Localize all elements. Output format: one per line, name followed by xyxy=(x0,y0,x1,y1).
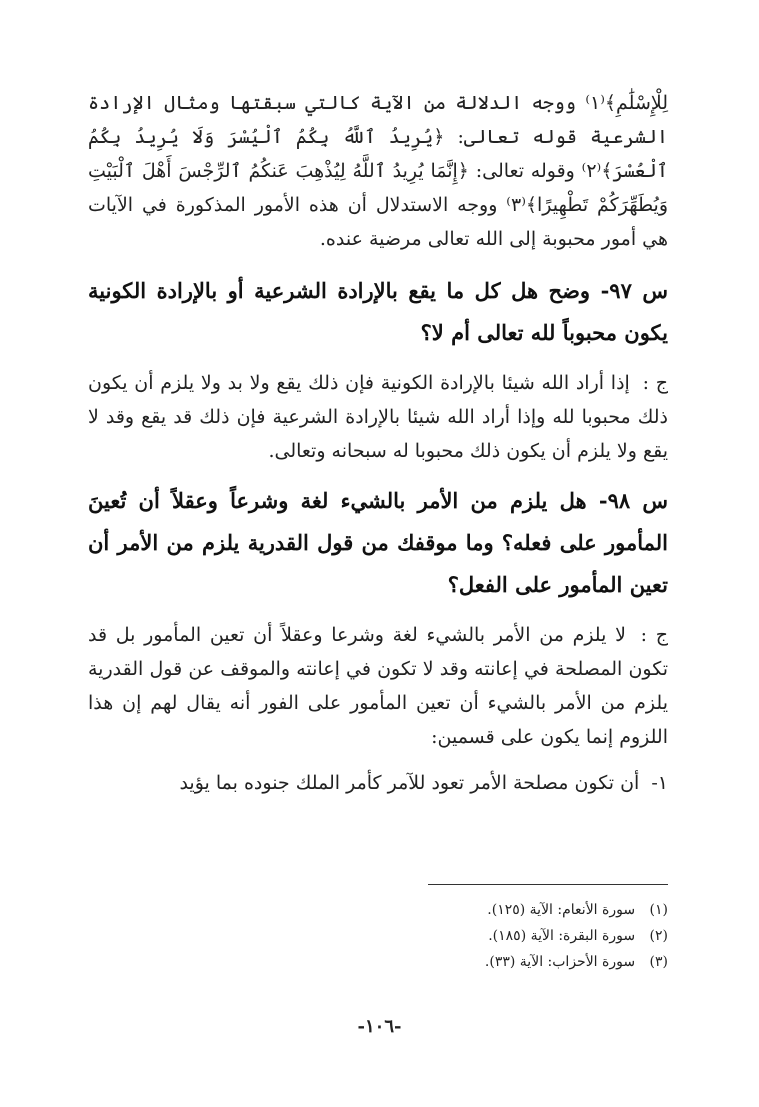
qa-block-97 xyxy=(88,270,668,468)
footnote xyxy=(88,897,668,923)
footnote-number: (٢) xyxy=(649,928,668,944)
answer-text: لا يلزم من الأمر بالشيء لغة وشرعا وعقلاً أن تعين المأمور بل قد تكون المصلحة في إعانته وقد لا تكون في إعانته والموقف عن قول القدرية يلزم من الأمر بالشيء أن تعين المأمور على الفور أنه يقال لهم إن هذا اللزوم إنما يكون على قسمين: xyxy=(88,624,668,748)
answer-label: ج : xyxy=(642,372,668,394)
answer-text: إذا أراد الله شيئا بالإرادة الكونية فإن ذلك يقع ولا بد ولا يلزم أن يكون ذلك محبوبا لله وإذا أراد الله شيئا بالإرادة الشرعية فإن ذلك قد يقع وقد لا يقع ولا يلزم أن يكون ذلك محبوبا له سبحانه وتعالى. xyxy=(88,372,668,462)
question-98: س ٩٨- هل يلزم من الأمر بالشيء لغة وشرعاً وعقلاً أن تُعينَ المأمور على فعله؟ وما موقفك من قول القدرية يلزم من الأمر أن تعين المأمور على الفعل؟ xyxy=(88,488,669,597)
list-item-text: أن تكون مصلحة الأمر تعود للآمر كأمر الملك جنوده بما يؤيد xyxy=(179,772,640,794)
footnotes xyxy=(88,884,668,975)
qa-block-98 xyxy=(88,480,668,754)
page-body xyxy=(88,86,668,800)
intro-paragraph: لِلْإِسْلَٰمِ﴾⁽١⁾ ووجه الدلالة من الآية كالتي سبقتها ومثال الإرادة الشرعية قوله تعالى: ﴿يُرِيدُ ٱللَّهُ بِكُمُ ٱلْيُسْرَ وَلَا يُرِيدُ بِكُمُ ٱلْعُسْرَ﴾⁽٢⁾ وقوله تعالى: ﴿إِنَّمَا يُرِيدُ ٱللَّهُ لِيُذْهِبَ عَنكُمُ ٱلرِّجْسَ أَهْلَ ٱلْبَيْتِ وَيُطَهِّرَكُمْ تَطْهِيرًا﴾⁽٣⁾ ووجه الاستدلال أن هذه الأمور المذكورة في الآيات هي أمور محبوبة إلى الله تعالى مرضية عنده. xyxy=(88,92,669,250)
footnote-number: (١) xyxy=(649,902,668,918)
answer-label: ج : xyxy=(640,624,668,646)
page-number: -١٠٦- xyxy=(357,1016,402,1037)
footnote xyxy=(88,949,668,975)
question-97: س ٩٧- وضح هل كل ما يقع بالإرادة الشرعية أو بالإرادة الكونية يكون محبوباً لله تعالى أم لا؟ xyxy=(88,278,668,345)
list-item-number: ١- xyxy=(651,772,668,794)
footnote-text: سورة الأحزاب: الآية (٣٣). xyxy=(484,954,636,970)
footnote xyxy=(88,923,668,949)
list-item xyxy=(88,766,668,800)
answer-98 xyxy=(88,618,668,754)
footnote-number: (٣) xyxy=(649,954,668,970)
footnote-text: سورة البقرة: الآية (١٨٥). xyxy=(488,928,636,944)
footnote-text: سورة الأنعام: الآية (١٢٥). xyxy=(487,902,636,918)
answer-97 xyxy=(88,366,668,468)
footnote-divider xyxy=(428,884,668,885)
